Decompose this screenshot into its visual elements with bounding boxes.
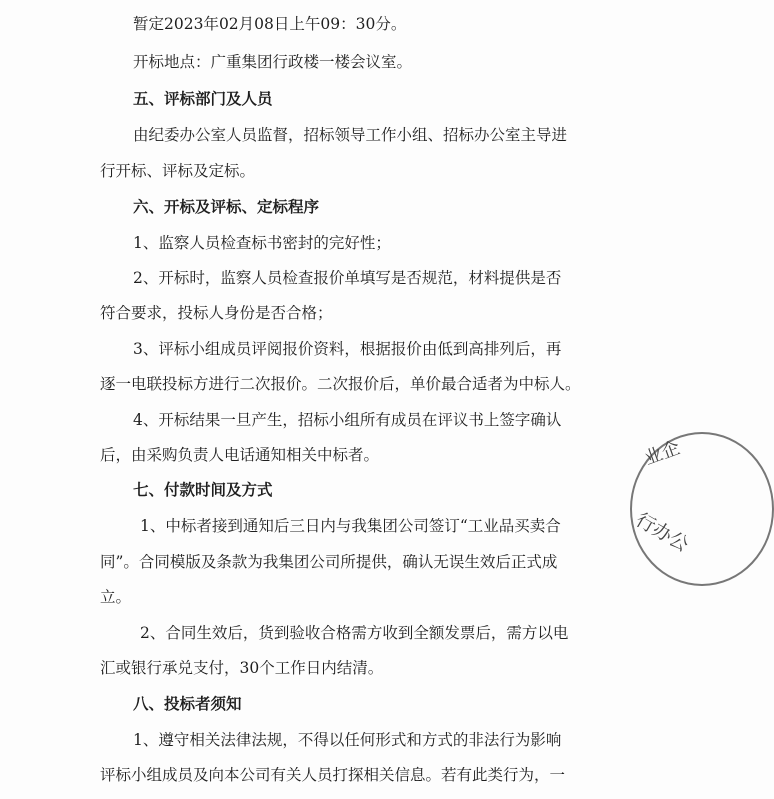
text-line: 同”。合同模版及条款为我集团公司所提供，确认无误生效后正式成 — [100, 553, 558, 571]
text-line-schedule: 暂定2023年02月08日上午09：30分。 — [133, 15, 407, 33]
text-line: 1、中标者接到通知后三日内与我集团公司签订“工业品买卖合 — [140, 517, 561, 535]
section-heading-5: 五、评标部门及人员 — [133, 89, 273, 108]
text-line: 立。 — [100, 588, 132, 606]
text-line: 4、开标结果一旦产生，招标小组所有成员在评议书上签字确认 — [133, 411, 562, 429]
text-line: 评标小组成员及向本公司有关人员打探相关信息。若有此类行为，一 — [100, 766, 566, 784]
text-line: 3、评标小组成员评阅报价资料，根据报价由低到高排列后，再 — [133, 340, 562, 358]
text-line: 行开标、评标及定标。 — [100, 162, 256, 180]
text-line: 汇或银行承兑支付，30个工作日内结清。 — [100, 659, 384, 677]
text-line: 逐一电联投标方进行二次报价。二次报价后，单价最合适者为中标人。 — [100, 375, 581, 393]
seal-text-top: 业企 — [641, 437, 683, 470]
text-line: 1、遵守相关法律法规，不得以任何形式和方式的非法行为影响 — [133, 731, 562, 749]
text-line: 2、开标时，监察人员检查报价单填写是否规范，材料提供是否 — [133, 269, 562, 287]
text-line: 后，由采购负责人电话通知相关中标者。 — [100, 446, 380, 464]
section-heading-6: 六、开标及评标、定标程序 — [133, 197, 320, 216]
text-line: 2、合同生效后，货到验收合格需方收到全额发票后，需方以电 — [140, 624, 569, 642]
seal-text-bottom: 行办公 — [632, 508, 693, 557]
section-heading-7: 七、付款时间及方式 — [133, 480, 273, 499]
text-line: 1、监察人员检查标书密封的完好性； — [133, 234, 391, 252]
text-line: 符合要求，投标人身份是否合格； — [100, 304, 333, 322]
text-line: 由纪委办公室人员监督，招标领导工作小组、招标办公室主导进 — [133, 126, 568, 144]
section-heading-8: 八、投标者须知 — [133, 694, 242, 713]
text-line-venue: 开标地点：广重集团行政楼一楼会议室。 — [133, 53, 413, 71]
